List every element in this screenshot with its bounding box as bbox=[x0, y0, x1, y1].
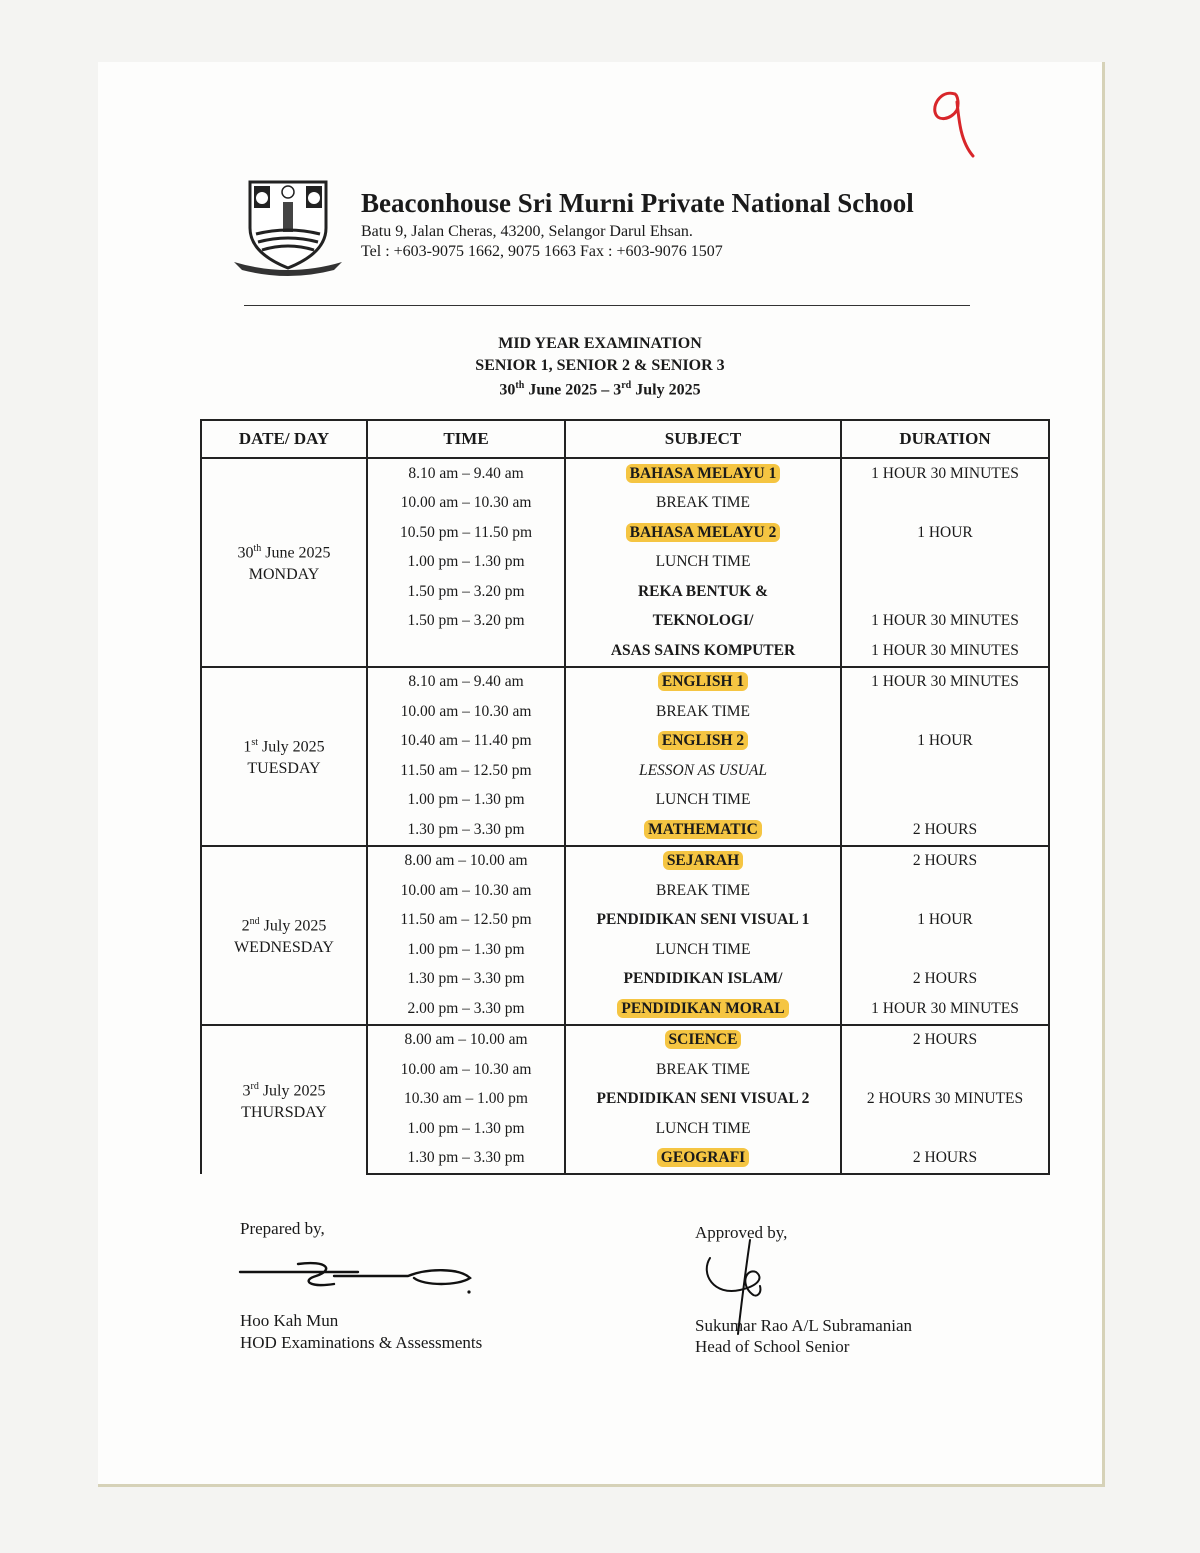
subject-label: REKA BENTUK & bbox=[637, 582, 769, 600]
time-cell: 8.00 am – 10.00 am bbox=[367, 1025, 565, 1056]
subject-label: LUNCH TIME bbox=[655, 553, 751, 571]
prepared-by-label: Prepared by, bbox=[240, 1219, 325, 1238]
time-cell: 8.10 am – 9.40 am bbox=[367, 458, 565, 489]
subject-cell bbox=[565, 815, 841, 846]
subject-cell bbox=[565, 577, 841, 607]
duration-cell bbox=[841, 577, 1049, 607]
subject-cell bbox=[565, 518, 841, 548]
time-cell: 1.30 pm – 3.30 pm bbox=[367, 1144, 565, 1175]
subject-label: PENDIDIKAN MORAL bbox=[617, 999, 788, 1018]
duration-cell bbox=[841, 876, 1049, 906]
prepared-by-title: HOD Examinations & Assessments bbox=[240, 1333, 483, 1352]
header-date: DATE/ DAY bbox=[201, 420, 367, 458]
duration-cell: 1 HOUR bbox=[841, 906, 1049, 936]
time-cell: 10.00 am – 10.30 am bbox=[367, 489, 565, 519]
subject-label: ENGLISH 2 bbox=[658, 731, 748, 750]
subject-label: ASAS SAINS KOMPUTER bbox=[610, 641, 796, 659]
subject-cell bbox=[565, 756, 841, 786]
school-crest-logo bbox=[230, 178, 346, 278]
exam-date-cell: 2nd July 2025 WEDNESDAY bbox=[201, 846, 367, 1025]
school-contact: Tel : +603-9075 1662, 9075 1663 Fax : +603-9076 1507 bbox=[361, 243, 723, 260]
subject-cell bbox=[565, 965, 841, 995]
subject-label: BAHASA MELAYU 1 bbox=[626, 464, 781, 483]
subject-cell bbox=[565, 607, 841, 637]
time-cell: 10.00 am – 10.30 am bbox=[367, 1055, 565, 1085]
handwritten-page-number bbox=[925, 82, 985, 162]
time-cell: 2.00 pm – 3.30 pm bbox=[367, 994, 565, 1025]
approved-by-name: Sukumar Rao A/L Subramanian bbox=[695, 1316, 913, 1335]
header-divider bbox=[244, 305, 970, 306]
time-cell: 1.00 pm – 1.30 pm bbox=[367, 1114, 565, 1144]
table-row bbox=[201, 846, 1049, 877]
time-cell: 8.00 am – 10.00 am bbox=[367, 846, 565, 877]
exam-date-cell: 1st July 2025 TUESDAY bbox=[201, 667, 367, 846]
subject-label: ENGLISH 1 bbox=[658, 672, 748, 691]
subject-cell bbox=[565, 876, 841, 906]
duration-cell: 2 HOURS bbox=[841, 815, 1049, 846]
table-header-row bbox=[201, 420, 1049, 458]
approved-by-title: Head of School Senior bbox=[695, 1337, 850, 1356]
exam-levels: SENIOR 1, SENIOR 2 & SENIOR 3 bbox=[475, 357, 725, 374]
duration-cell bbox=[841, 1055, 1049, 1085]
duration-cell bbox=[841, 935, 1049, 965]
prepared-signature bbox=[238, 1258, 483, 1300]
time-cell: 10.00 am – 10.30 am bbox=[367, 697, 565, 727]
subject-label: LESSON AS USUAL bbox=[638, 761, 768, 779]
time-cell: 10.40 am – 11.40 pm bbox=[367, 727, 565, 757]
subject-cell bbox=[565, 636, 841, 667]
duration-cell: 1 HOUR bbox=[841, 727, 1049, 757]
subject-label: LUNCH TIME bbox=[655, 791, 751, 809]
subject-label: TEKNOLOGI/ bbox=[652, 612, 754, 630]
exam-schedule-table bbox=[200, 419, 1050, 1175]
exam-period: 30th June 2025 – 3rd July 2025 bbox=[499, 380, 701, 399]
table-row bbox=[201, 667, 1049, 698]
exam-title: MID YEAR EXAMINATION bbox=[498, 335, 702, 352]
subject-cell bbox=[565, 489, 841, 519]
subject-label: BAHASA MELAYU 2 bbox=[626, 523, 781, 542]
subject-cell bbox=[565, 1055, 841, 1085]
subject-label: LUNCH TIME bbox=[655, 1119, 751, 1137]
subject-cell bbox=[565, 1144, 841, 1175]
duration-cell: 1 HOUR 30 MINUTES bbox=[841, 994, 1049, 1025]
weekday-label: MONDAY bbox=[248, 566, 320, 584]
subject-label: GEOGRAFI bbox=[657, 1148, 749, 1167]
subject-cell bbox=[565, 697, 841, 727]
subject-cell bbox=[565, 548, 841, 578]
subject-cell bbox=[565, 935, 841, 965]
approved-by-label: Approved by, bbox=[695, 1223, 788, 1242]
duration-cell: 1 HOUR 30 MINUTES bbox=[841, 667, 1049, 698]
subject-cell bbox=[565, 1025, 841, 1056]
exam-date-cell: 30th June 2025 MONDAY bbox=[201, 458, 367, 667]
subject-label: LUNCH TIME bbox=[655, 940, 751, 958]
subject-cell bbox=[565, 906, 841, 936]
time-cell: 1.00 pm – 1.30 pm bbox=[367, 548, 565, 578]
time-cell: 8.10 am – 9.40 am bbox=[367, 667, 565, 698]
weekday-label: THURSDAY bbox=[241, 1103, 327, 1121]
weekday-label: WEDNESDAY bbox=[234, 939, 334, 957]
subject-label: PENDIDIKAN ISLAM/ bbox=[623, 970, 783, 988]
time-cell: 1.50 pm – 3.20 pm bbox=[367, 577, 565, 607]
time-cell: 10.50 pm – 11.50 pm bbox=[367, 518, 565, 548]
school-address: Batu 9, Jalan Cheras, 43200, Selangor Darul Ehsan. bbox=[361, 223, 693, 240]
duration-cell: 1 HOUR 30 MINUTES bbox=[841, 607, 1049, 637]
header-duration: DURATION bbox=[841, 420, 1049, 458]
time-cell: 1.30 pm – 3.30 pm bbox=[367, 815, 565, 846]
duration-cell: 2 HOURS bbox=[841, 1144, 1049, 1175]
subject-label: BREAK TIME bbox=[655, 881, 750, 899]
school-name: Beaconhouse Sri Murni Private National School bbox=[361, 188, 914, 218]
duration-cell: 1 HOUR 30 MINUTES bbox=[841, 636, 1049, 667]
time-cell: 1.50 pm – 3.20 pm bbox=[367, 607, 565, 637]
duration-cell: 2 HOURS bbox=[841, 846, 1049, 877]
table-row bbox=[201, 1025, 1049, 1056]
header-subject: SUBJECT bbox=[565, 420, 841, 458]
prepared-by-name: Hoo Kah Mun bbox=[240, 1311, 339, 1330]
duration-cell: 1 HOUR 30 MINUTES bbox=[841, 458, 1049, 489]
exam-date-cell: 3rd July 2025 THURSDAY bbox=[201, 1025, 367, 1175]
table-row bbox=[201, 458, 1049, 489]
duration-cell: 2 HOURS 30 MINUTES bbox=[841, 1085, 1049, 1115]
weekday-label: TUESDAY bbox=[247, 760, 321, 778]
subject-label: BREAK TIME bbox=[655, 702, 750, 720]
subject-cell bbox=[565, 458, 841, 489]
subject-cell bbox=[565, 667, 841, 698]
schedule-body bbox=[201, 458, 1049, 1174]
subject-cell bbox=[565, 994, 841, 1025]
subject-cell bbox=[565, 1114, 841, 1144]
subject-cell bbox=[565, 727, 841, 757]
header-time: TIME bbox=[367, 420, 565, 458]
time-cell: 1.00 pm – 1.30 pm bbox=[367, 786, 565, 816]
duration-cell: 1 HOUR bbox=[841, 518, 1049, 548]
subject-label: BREAK TIME bbox=[655, 494, 750, 512]
subject-label: PENDIDIKAN SENI VISUAL 2 bbox=[596, 1090, 810, 1108]
subject-label: PENDIDIKAN SENI VISUAL 1 bbox=[596, 911, 810, 929]
duration-cell bbox=[841, 489, 1049, 519]
duration-cell bbox=[841, 548, 1049, 578]
duration-cell bbox=[841, 756, 1049, 786]
subject-label: SCIENCE bbox=[665, 1030, 742, 1049]
time-cell: 1.30 pm – 3.30 pm bbox=[367, 965, 565, 995]
duration-cell: 2 HOURS bbox=[841, 965, 1049, 995]
subject-label: BREAK TIME bbox=[655, 1060, 750, 1078]
duration-cell: 2 HOURS bbox=[841, 1025, 1049, 1056]
subject-label: MATHEMATIC bbox=[644, 820, 762, 839]
subject-cell bbox=[565, 786, 841, 816]
subject-label: SEJARAH bbox=[663, 851, 743, 870]
time-cell: 11.50 am – 12.50 pm bbox=[367, 756, 565, 786]
time-cell: 1.00 pm – 1.30 pm bbox=[367, 935, 565, 965]
time-cell: 11.50 am – 12.50 pm bbox=[367, 906, 565, 936]
duration-cell bbox=[841, 697, 1049, 727]
time-cell: 10.30 am – 1.00 pm bbox=[367, 1085, 565, 1115]
time-cell bbox=[367, 636, 565, 667]
subject-cell bbox=[565, 846, 841, 877]
duration-cell bbox=[841, 1114, 1049, 1144]
time-cell: 10.00 am – 10.30 am bbox=[367, 876, 565, 906]
duration-cell bbox=[841, 786, 1049, 816]
subject-cell bbox=[565, 1085, 841, 1115]
